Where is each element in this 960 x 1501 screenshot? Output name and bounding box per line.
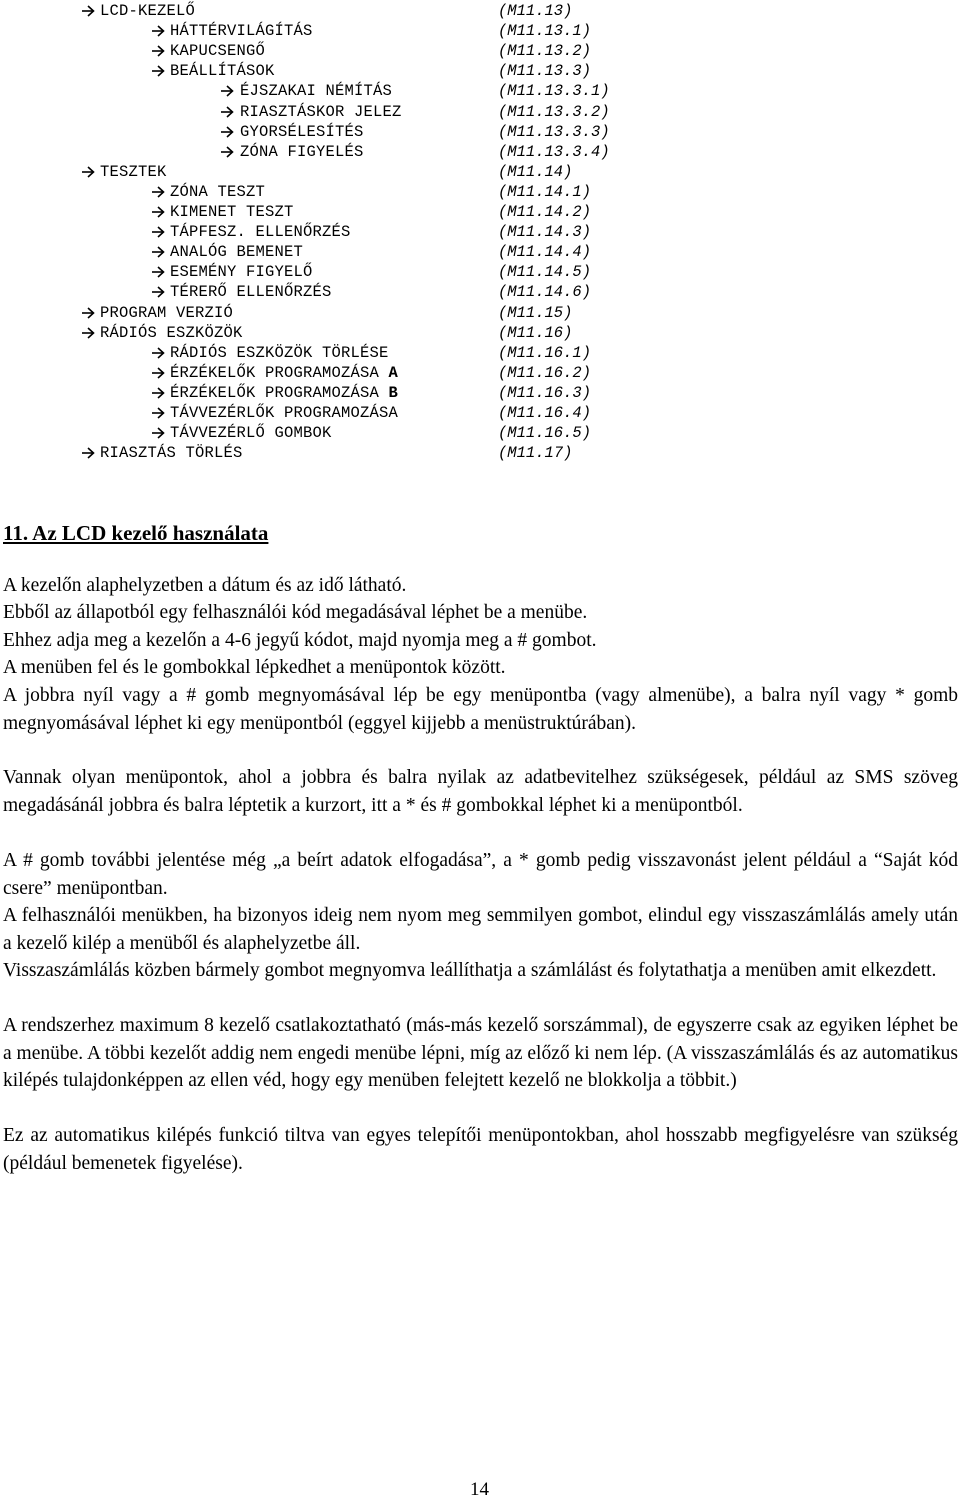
menu-code: (M11.13.3.4)	[498, 142, 610, 161]
paragraph: Ez az automatikus kilépés funkció tiltva van egyes telepítői menüpontokban, ahol hosszabb megfigyelésre van szükség (például bemenetek figyelése).	[3, 1125, 958, 1174]
arrow-right-icon	[151, 383, 169, 403]
menu-row	[0, 323, 700, 343]
menu-label: BEÁLLÍTÁSOK	[170, 62, 275, 81]
paragraph: A felhasználói menükben, ha bizonyos ideig nem nyom meg semmilyen gombot, elindul egy visszaszámlálás amely után a kezelő kilép a menüből és alaphelyzetbe áll.	[3, 905, 958, 954]
menu-label: TÁVVEZÉRLŐ GOMBOK	[170, 424, 332, 443]
menu-row	[0, 81, 700, 101]
menu-label: TÁVVEZÉRLŐK PROGRAMOZÁSA	[170, 404, 399, 422]
menu-label: ÉRZÉKELŐK PROGRAMOZÁSA B	[170, 383, 399, 402]
menu-code: (M11.14.1)	[498, 182, 592, 201]
menu-code: (M11.14.3)	[498, 223, 592, 242]
menu-code: (M11.13.3.2)	[498, 102, 610, 121]
menu-code: (M11.13.2)	[498, 42, 592, 61]
menu-row	[0, 1, 700, 21]
menu-label: RÁDIÓS ESZKÖZÖK TÖRLÉSE	[170, 343, 389, 362]
menu-label-suffix: A	[388, 363, 399, 382]
arrow-right-icon	[151, 21, 169, 41]
menu-code: (M11.14.4)	[498, 243, 592, 262]
menu-code: (M11.16)	[498, 323, 573, 342]
arrow-right-icon	[151, 282, 169, 302]
menu-label: ANALÓG BEMENET	[170, 243, 304, 262]
menu-code: (M11.16.4)	[498, 404, 592, 422]
menu-label: ZÓNA TESZT	[170, 182, 266, 201]
arrow-right-icon	[220, 122, 238, 142]
arrow-right-icon	[220, 81, 238, 101]
paragraph: Ehhez adja meg a kezelőn a 4-6 jegyű kódot, majd nyomja meg a # gombot.	[3, 630, 597, 651]
menu-label: HÁTTÉRVILÁGÍTÁS	[170, 22, 313, 41]
arrow-right-icon	[81, 1, 99, 21]
menu-code: (M11.13.3.1)	[498, 82, 610, 101]
menu-row	[0, 383, 700, 403]
menu-label: TÉRERŐ ELLENŐRZÉS	[170, 283, 332, 302]
menu-label: GYORSÉLESÍTÉS	[240, 122, 364, 141]
menu-row	[0, 122, 700, 142]
menu-label: PROGRAM VERZIÓ	[100, 303, 234, 322]
menu-label: ÉJSZAKAI NÉMÍTÁS	[240, 82, 393, 101]
arrow-right-icon	[151, 222, 169, 242]
arrow-right-icon	[81, 323, 99, 343]
arrow-right-icon	[151, 242, 169, 262]
menu-code: (M11.13.3.3)	[498, 122, 610, 141]
menu-code: (M11.16.5)	[498, 424, 592, 443]
menu-row	[0, 343, 700, 363]
menu-row	[0, 443, 700, 463]
arrow-right-icon	[220, 102, 238, 122]
menu-label: ZÓNA FIGYELÉS	[240, 142, 364, 161]
arrow-right-icon	[151, 403, 169, 423]
menu-code: (M11.14.2)	[498, 203, 592, 221]
section-heading: 11. Az LCD kezelő használata	[3, 521, 269, 545]
paragraph: A kezelőn alaphelyzetben a dátum és az idő látható.	[3, 575, 407, 596]
menu-row	[0, 182, 700, 202]
arrow-right-icon	[151, 343, 169, 363]
arrow-right-icon	[220, 142, 238, 162]
menu-label: TÁPFESZ. ELLENŐRZÉS	[170, 223, 351, 242]
menu-code: (M11.15)	[498, 303, 573, 322]
arrow-right-icon	[151, 41, 169, 61]
menu-code: (M11.14.6)	[498, 283, 592, 302]
page-number: 14	[470, 1479, 489, 1500]
arrow-right-icon	[151, 262, 169, 282]
menu-code: (M11.13)	[498, 2, 573, 20]
arrow-right-icon	[151, 423, 169, 443]
menu-code: (M11.13.1)	[498, 22, 592, 41]
menu-row	[0, 61, 700, 81]
menu-label: ESEMÉNY FIGYELŐ	[170, 263, 313, 282]
arrow-right-icon	[151, 363, 169, 383]
paragraph: A menüben fel és le gombokkal lépkedhet a menüpontok között.	[3, 657, 506, 678]
menu-label: LCD-KEZELŐ	[100, 2, 196, 20]
arrow-right-icon	[81, 303, 99, 323]
menu-code: (M11.14)	[498, 162, 573, 181]
menu-row	[0, 222, 700, 242]
menu-label: RIASZTÁSKOR JELEZ	[240, 102, 402, 121]
paragraph: A jobbra nyíl vagy a # gomb megnyomásával lép be egy menüpontba (vagy almenübe), a balra nyíl vagy * gomb megnyomásával léphet ki egy menüpontból (eggyel kijjebb a menüstruktúrában).	[3, 685, 958, 734]
paragraph: A # gomb további jelentése még „a beírt adatok elfogadása”, a * gomb pedig visszavonást jelent például a “Saját kód csere” menüpontban.	[3, 850, 958, 899]
menu-label: RIASZTÁS TÖRLÉS	[100, 444, 243, 463]
arrow-right-icon	[151, 202, 169, 222]
menu-row	[0, 162, 700, 182]
menu-label: TESZTEK	[100, 162, 167, 181]
paragraph: Vannak olyan menüpontok, ahol a jobbra és balra nyilak az adatbevitelhez szükségesek, például az SMS szöveg megadásánál jobbra és balra léptetik a kurzort, itt a * és # gombokkal léphet ki a menüpontból.	[3, 767, 958, 816]
menu-code: (M11.14.5)	[498, 263, 592, 282]
menu-row	[0, 403, 700, 423]
menu-code: (M11.13.3)	[498, 62, 592, 81]
menu-row	[0, 282, 700, 302]
menu-code: (M11.16.1)	[498, 343, 592, 362]
menu-row	[0, 242, 700, 262]
menu-label: KIMENET TESZT	[170, 203, 294, 221]
menu-code: (M11.17)	[498, 444, 573, 463]
menu-row	[0, 363, 700, 383]
menu-row	[0, 142, 700, 162]
menu-label: ÉRZÉKELŐK PROGRAMOZÁSA A	[170, 363, 399, 382]
menu-row	[0, 303, 700, 323]
menu-row	[0, 202, 700, 222]
menu-label: KAPUCSENGŐ	[170, 42, 266, 61]
menu-code: (M11.16.2)	[498, 363, 592, 382]
menu-row	[0, 423, 700, 443]
menu-label-suffix: B	[388, 383, 399, 402]
menu-row	[0, 21, 700, 41]
arrow-right-icon	[81, 162, 99, 182]
paragraph: A rendszerhez maximum 8 kezelő csatlakoztatható (más-más kezelő sorszámmal), de egyszerre csak az egyiken léphet be a menübe. A többi kezelőt addig nem engedi menübe lépni, míg az előző ki nem lép. (A visszaszámlálás és az automatikus kilépés tulajdonképpen az ellen véd, hogy egy menüben felejtett kezelő ne blokkolja a többit.)	[3, 1015, 958, 1091]
paragraph: Ebből az állapotból egy felhasználói kód megadásával léphet be a menübe.	[3, 602, 588, 623]
menu-code: (M11.16.3)	[498, 383, 592, 402]
arrow-right-icon	[151, 61, 169, 81]
paragraph: Visszaszámlálás közben bármely gombot megnyomva leállíthatja a számlálást és folytathatja a menüben amit elkezdett.	[3, 960, 937, 981]
menu-label: RÁDIÓS ESZKÖZÖK	[100, 323, 243, 342]
menu-row	[0, 262, 700, 282]
menu-row	[0, 102, 700, 122]
arrow-right-icon	[81, 443, 99, 463]
menu-row	[0, 41, 700, 61]
arrow-right-icon	[151, 182, 169, 202]
